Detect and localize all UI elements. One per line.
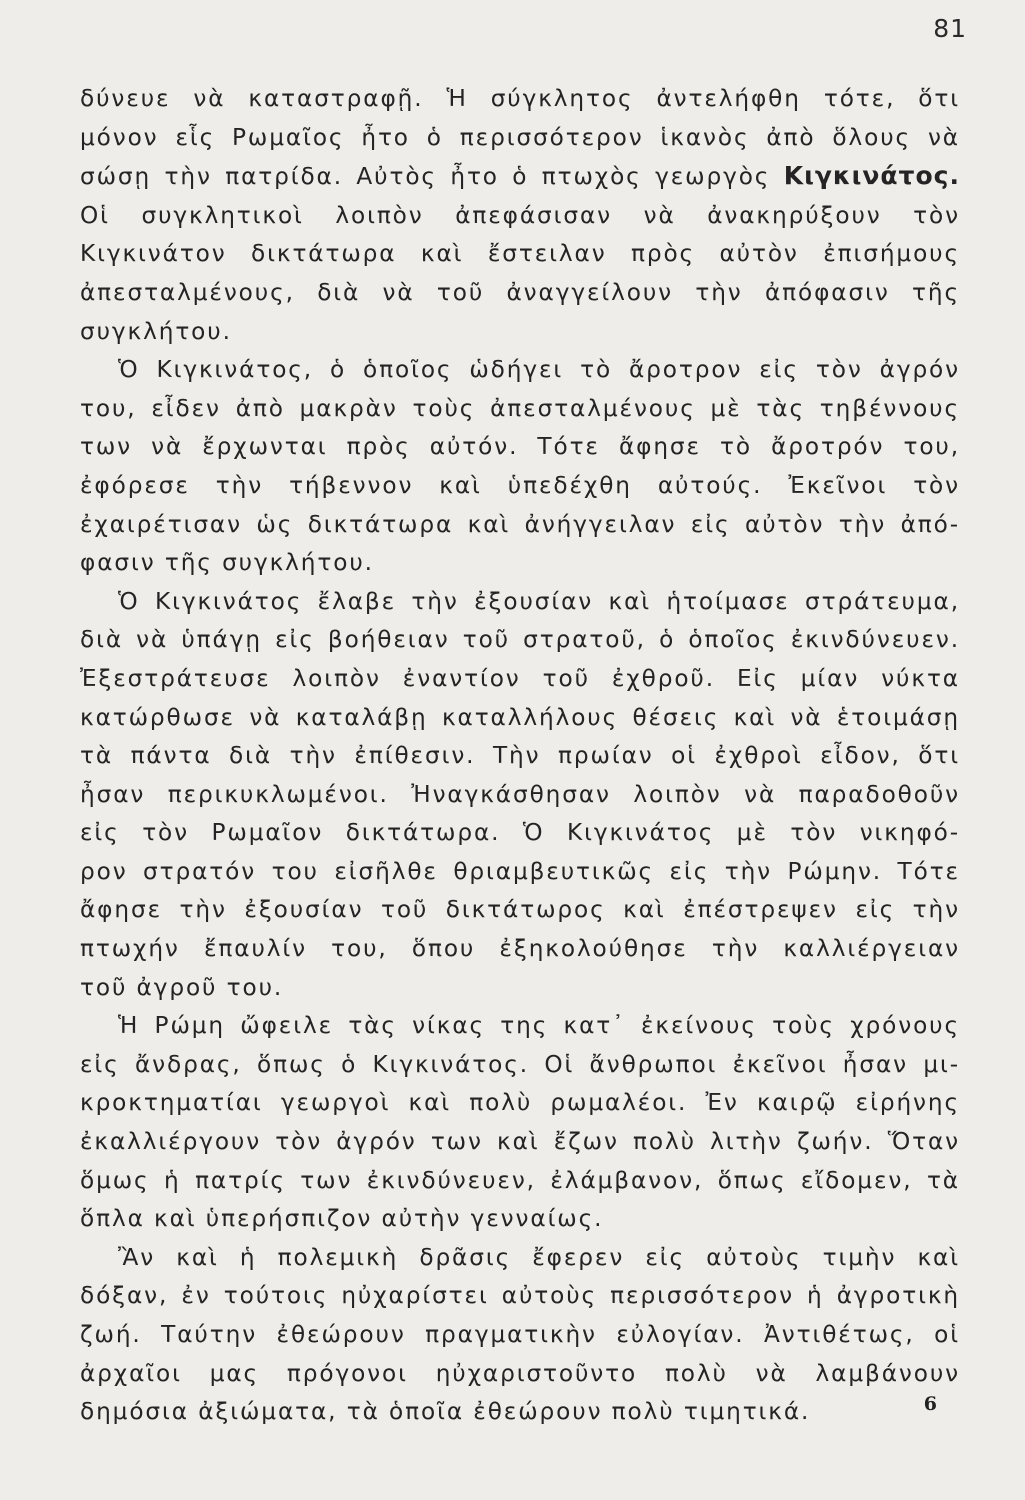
page-number: 81 — [933, 14, 967, 43]
text-line: Οἱ συγκλητικοὶ λοιπὸν ἀπεφάσισαν νὰ ἀνακηρύξουν τὸν — [80, 201, 960, 229]
text-line: ἀρχαῖοι μας πρόγονοι ηὐχαριστοῦντο πολὺ νὰ λαμβάνουν — [80, 1359, 960, 1387]
text-line: Ἂν καὶ ἡ πολεμικὴ δρᾶσις ἔφερεν εἰς αὐτοὺς τιμὴν καὶ — [118, 1243, 960, 1271]
text-line: μόνον εἷς Ρωμαῖος ἦτο ὁ περισσότερον ἱκανὸς ἀπὸ ὅλους νὰ — [80, 123, 960, 151]
text-line: τὰ πάντα διὰ τὴν ἐπίθεσιν. Τὴν πρωίαν οἱ ἐχθροὶ εἶδον, ὅτι — [80, 742, 960, 770]
text-line: Ἡ Ρώμη ὤφειλε τὰς νίκας της κατ᾽ ἐκείνους τοὺς χρόνους — [118, 1012, 960, 1040]
paragraph — [80, 351, 960, 583]
text-line: ἐκαλλιέργουν τὸν ἀγρόν των καὶ ἔζων πολὺ λιτὴν ζωήν. Ὅταν — [80, 1128, 960, 1156]
text-line: ρον στρατόν του εἰσῆλθε θριαμβευτικῶς εἰς τὴν Ρώμην. Τότε — [80, 857, 960, 885]
text-line: δημόσια ἀξιώματα, τὰ ὁποῖα ἐθεώρουν πολὺ τιμητικά. — [80, 1398, 811, 1426]
text-line: ὅμως ἡ πατρίς των ἐκινδύνευεν, ἐλάμβανον, ὅπως εἴδομεν, τὰ — [80, 1166, 960, 1194]
text-line: κροκτηματίαι γεωργοὶ καὶ πολὺ ρωμαλέοι. Ἐν καιρῷ εἰρήνης — [80, 1089, 960, 1117]
text-line: διὰ νὰ ὑπάγῃ εἰς βοήθειαν τοῦ στρατοῦ, ὁ ὁποῖος ἐκινδύνευεν. — [80, 626, 960, 654]
text-line: ἀπεσταλμένους, διὰ νὰ τοῦ ἀναγγείλουν τὴν ἀπόφασιν τῆς — [80, 278, 960, 306]
text-line: Κιγκινάτον δικτάτωρα καὶ ἔστειλαν πρὸς αὐτὸν ἐπισήμους — [80, 240, 960, 268]
signature-mark: 6 — [923, 1393, 937, 1415]
text-line: κατώρθωσε νὰ καταλάβῃ καταλλήλους θέσεις καὶ νὰ ἑτοιμάσῃ — [80, 703, 960, 731]
text-line: δόξαν, ἐν τούτοις ηὐχαρίστει αὐτοὺς περισσότερον ἡ ἀγροτικὴ — [80, 1282, 960, 1310]
text-line: ἐφόρεσε τὴν τήβεννον καὶ ὑπεδέχθη αὐτούς. Ἐκεῖνοι τὸν — [80, 471, 960, 499]
paragraph — [80, 1007, 960, 1239]
text-line: δύνευε νὰ καταστραφῇ. Ἡ σύγκλητος ἀντελήφθη τότε, ὅτι — [80, 85, 960, 112]
text-line: ἦσαν περικυκλωμένοι. Ἠναγκάσθησαν λοιπὸν νὰ παραδοθοῦν — [80, 780, 960, 808]
paragraph — [80, 1239, 960, 1432]
text-line: των νὰ ἔρχωνται πρὸς αὐτόν. Τότε ἄφησε τὸ ἄροτρόν του, — [80, 433, 960, 461]
emphasized-name: Κιγκινάτος. — [783, 161, 960, 191]
text-line: συγκλήτου. — [80, 317, 232, 345]
text-line — [80, 157, 960, 197]
text-line: φασιν τῆς συγκλήτου. — [80, 549, 374, 577]
body-text — [80, 80, 960, 1432]
paragraph — [80, 80, 960, 351]
paragraph — [80, 583, 960, 1008]
text-line-part: σώσῃ τὴν πατρίδα. Αὐτὸς ἦτο ὁ πτωχὸς γεωργὸς — [80, 163, 784, 191]
text-line: Ὁ Κιγκινάτος ἔλαβε τὴν ἐξουσίαν καὶ ἡτοίμασε στράτευμα, — [118, 587, 960, 615]
text-line: ἄφησε τὴν ἐξουσίαν τοῦ δικτάτωρος καὶ ἐπέστρεψεν εἰς τὴν — [80, 896, 960, 924]
text-line: Ὁ Κιγκινάτος, ὁ ὁποῖος ὡδήγει τὸ ἄροτρον εἰς τὸν ἀγρόν — [118, 356, 960, 384]
text-line: ὅπλα καὶ ὑπερήσπιζον αὐτὴν γενναίως. — [80, 1205, 604, 1233]
text-line: πτωχήν ἔπαυλίν του, ὅπου ἐξηκολούθησε τὴν καλλιέργειαν — [80, 935, 960, 963]
text-line: ζωή. Ταύτην ἐθεώρουν πραγματικὴν εὐλογίαν. Ἀντιθέτως, οἱ — [80, 1321, 960, 1348]
text-line: εἰς ἄνδρας, ὅπως ὁ Κιγκινάτος. Οἱ ἄνθρωποι ἐκεῖνοι ἦσαν μι- — [80, 1050, 960, 1078]
text-line: εἰς τὸν Ρωμαῖον δικτάτωρα. Ὁ Κιγκινάτος μὲ τὸν νικηφό- — [80, 819, 960, 847]
text-line: ἐχαιρέτισαν ὡς δικτάτωρα καὶ ἀνήγγειλαν εἰς αὐτὸν τὴν ἀπό- — [80, 510, 960, 538]
text-line: τοῦ ἀγροῦ του. — [80, 973, 284, 1001]
text-line: του, εἶδεν ἀπὸ μακρὰν τοὺς ἀπεσταλμένους μὲ τὰς τηβέννους — [80, 394, 960, 422]
text-line: Ἐξεστράτευσε λοιπὸν ἐναντίον τοῦ ἐχθροῦ. Εἰς μίαν νύκτα — [80, 664, 960, 692]
